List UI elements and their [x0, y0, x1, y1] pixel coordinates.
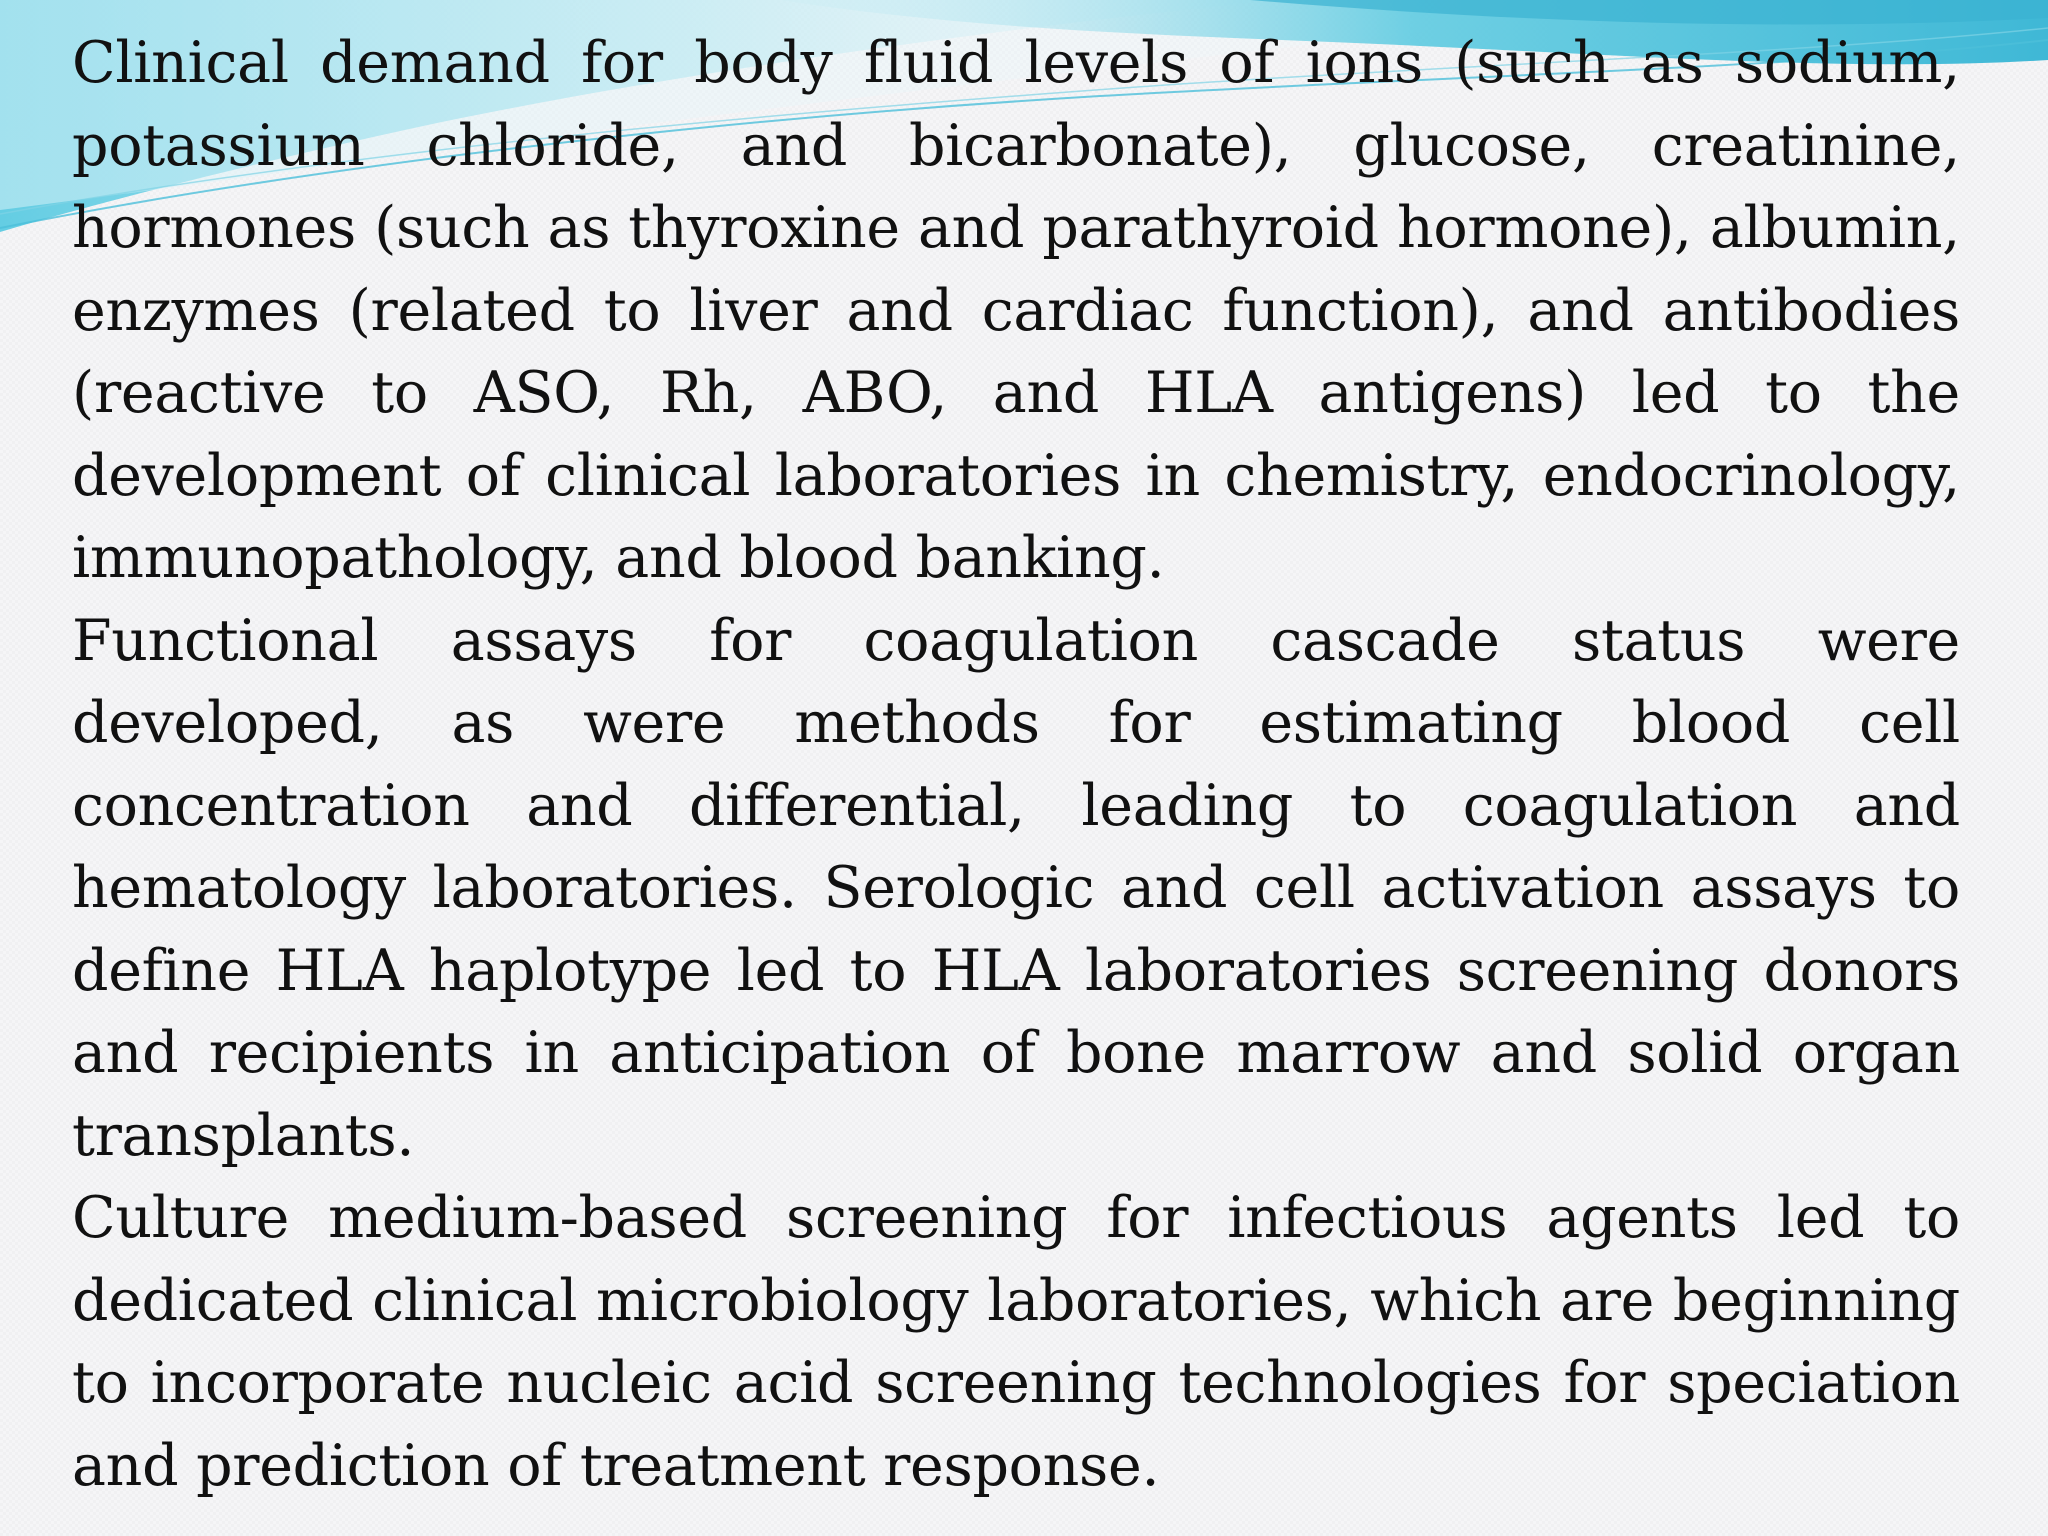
paragraph-functional-assays: Functional assays for coagulation cascade status were developed, as were methods for estimating blood cell concentration and differential, leading to coagulation and hematology laboratories. Serologic and cell activation assays to define HLA haplotype led to HLA laboratories screening donors and recipients in anticipation of bone marrow and solid organ transplants.	[72, 607, 1960, 1169]
paragraph-culture-screening: Culture medium-based screening for infectious agents led to dedicated clinical microbiology laboratories, which are beginning to incorporate nucleic acid screening technologies for speciation and prediction of treatment response.	[72, 1185, 1960, 1499]
paragraph-clinical-demand: Clinical demand for body fluid levels of ions (such as sodium, potassium chloride, and bicarbonate), glucose, creatinine, hormones (such as thyroxine and parathyroid hormone), albumin, enzymes (related to liver and cardiac function), and antibodies (reactive to ASO, Rh, ABO, and HLA antigens) led to the development of clinical laboratories in chemistry, endocrinology, immunopathology, and blood banking.	[72, 30, 1960, 591]
slide-body	[72, 22, 1960, 1507]
